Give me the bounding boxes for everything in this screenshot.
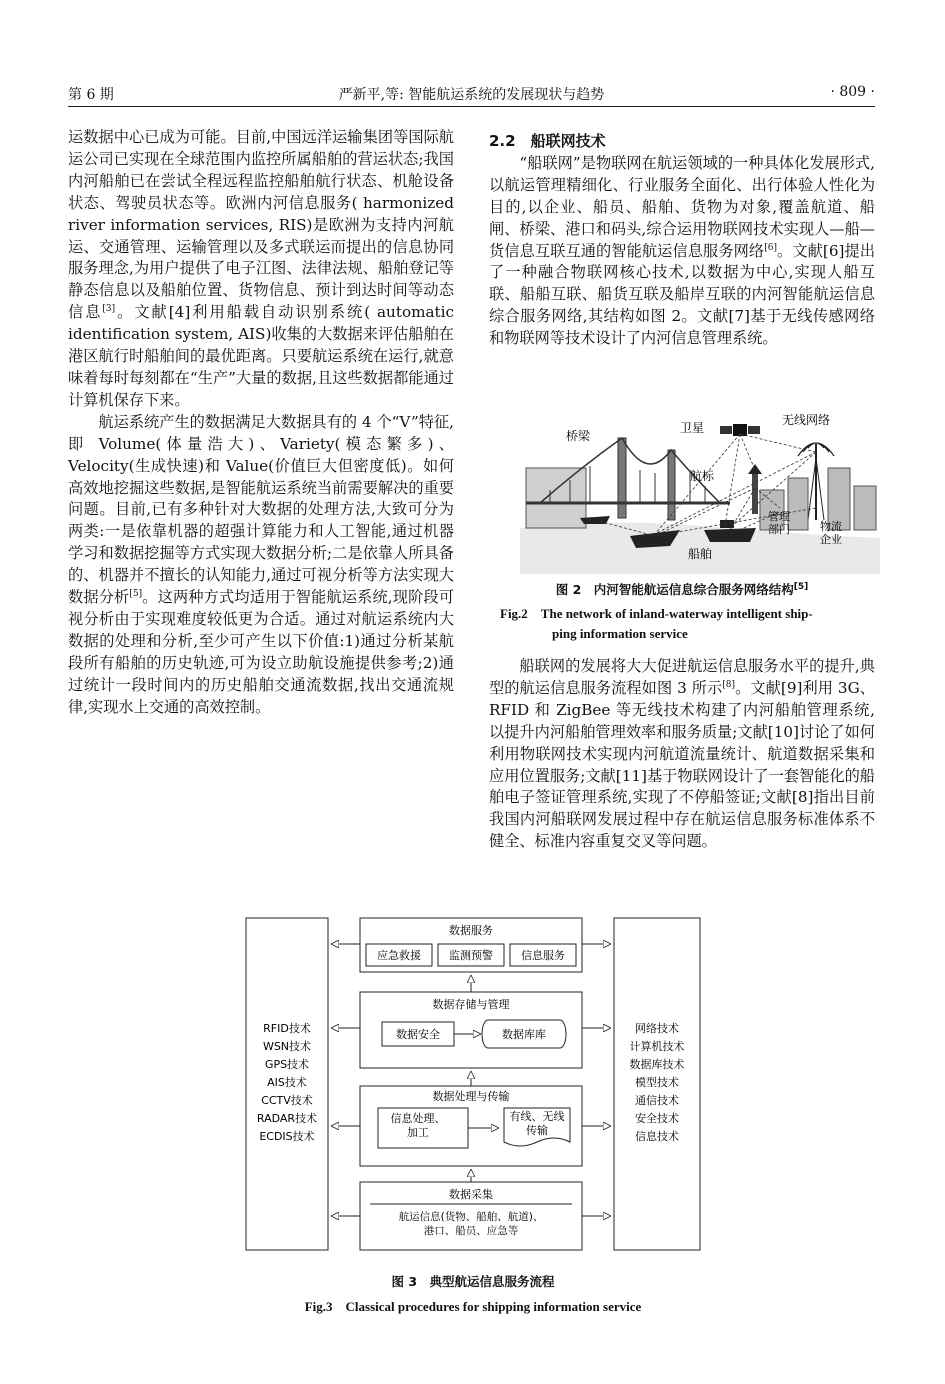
service-warning: 监测预警 bbox=[449, 949, 493, 962]
service-info: 信息服务 bbox=[521, 949, 565, 962]
right-tech-list bbox=[630, 1021, 685, 1143]
running-title: 严新平,等: 智能航运系统的发展现状与趋势 bbox=[338, 87, 605, 103]
figure-3-flow-diagram bbox=[244, 916, 702, 1256]
header-rule bbox=[68, 106, 875, 107]
tech-communication: 通信技术 bbox=[635, 1094, 679, 1107]
tech-database: 数据库技术 bbox=[629, 1058, 685, 1071]
label-bridge: 桥梁 bbox=[566, 429, 591, 443]
info-processing-label: 信息处理、加工 bbox=[390, 1112, 446, 1139]
data-security: 数据安全 bbox=[396, 1028, 440, 1041]
figure-3-caption-en: Fig.3 Classical procedures for shipping information service bbox=[304, 1299, 642, 1314]
tech-computer: 计算机技术 bbox=[629, 1040, 685, 1053]
collection-title: 数据采集 bbox=[449, 1188, 493, 1201]
processing-title: 数据处理与传输 bbox=[432, 1090, 510, 1103]
tech-model: 模型技术 bbox=[635, 1076, 679, 1089]
label-logistics: 物流企业 bbox=[820, 520, 842, 546]
tech-radar: RADAR技术 bbox=[256, 1112, 318, 1125]
tech-cctv: CCTV技术 bbox=[261, 1094, 313, 1107]
data-service-title: 数据服务 bbox=[449, 924, 493, 937]
citation: [5] bbox=[129, 588, 143, 599]
transmission-label: 有线、无线传输 bbox=[509, 1110, 565, 1137]
label-beacon: 航标 bbox=[690, 469, 715, 483]
figure-2-network-illustration bbox=[520, 408, 880, 574]
collection-detail: 航运信息(货物、船舶、航道)、港口、船员、应急等 bbox=[398, 1211, 544, 1237]
citation: [3] bbox=[102, 304, 116, 315]
tech-network: 网络技术 bbox=[635, 1022, 679, 1035]
paragraph: 船联网的发展将大大促进航运信息服务水平的提升,典型的航运信息服务流程如图 3 所示[8]。文献[9]利用 3G、RFID 和 ZigBee 等无线技术构建了内河船舶管理系统,以提升内河船舶管理效率和服务质量;文献[10]讨论了如何利用物联网技术实现内河航道流量统计、航道数据采集和应用位置服务;文献[11]基于物联网设计了一套智能化的船舶电子签证管理系统,实现了不停船签证;文献[8]指出目前我国内河船联网发展过程中存在航运信息服务标准体系不健全、标准内容重复交叉等问题。 bbox=[489, 657, 875, 851]
tech-rfid: RFID技术 bbox=[263, 1022, 311, 1035]
database-label: 数据库库 bbox=[502, 1028, 546, 1041]
right-column-continued bbox=[489, 656, 875, 853]
paragraph: 航运系统产生的数据满足大数据具有的 4 个“V”特征,即 Volume(体量浩大)、Variety(模态繁多)、Velocity(生成快速)和 Value(价值巨大但密度低)。如何高效地挖掘这些数据,是智能航运系统当前需要解决的重要问题。目前,已有多种针对大数据的处理方法,大致可分为两类:一是依靠机器的超强计算能力和人工智能,通过机器学习和数据挖掘等方式实现大数据分析;二是依靠人所具备的、机器并不擅长的认知能力,通过可视分析等方法实现大数据分析[5]。这两种方式均适用于智能航运系统,现阶段可视分析由于实现难度较低更为合适。通过对航运系统内大数据的处理和分析,至少可产生以下价值:1)通过分析某航段所有船舶的历史轨迹,可为设立助航设施提供参考;2)通过统计一段时间内的历史船舶交通流数据,找出交通流规律,实现水上交通的高效控制。 bbox=[68, 412, 455, 716]
label-management: 管理部门 bbox=[768, 510, 790, 536]
figure-2-caption-cn: 图 2 内河智能航运信息综合服务网络结构[5] bbox=[555, 581, 809, 597]
paragraph: “船联网”是物联网在航运领域的一种具体化发展形式,以航运管理精细化、行业服务全面化、出行体验人性化为目的,以企业、船员、船舶、货物为对象,覆盖航道、船闸、桥梁、港口和码头,综合运用物联网技术实现人—船—货信息互联互通的智能航运信息服务网络[6]。文献[6]提出了一种融合物联网核心技术,以数据为中心,实现人船互联、船船互联、船货互联及船岸互联的内河智能航运信息综合服务网络,其结构如图 2。文献[7]基于无线传感网络和物联网等技术设计了内河信息管理系统。 bbox=[489, 153, 876, 348]
paragraph: 运数据中心已成为可能。目前,中国远洋运输集团等国际航运公司已实现在全球范围内监控所属船舶的营运状态;我国内河船舶已在尝试全程远程监控船舶航行状态、机舱设备状态、驾驶员状态等。欧洲内河信息服务( harmonized river information services, RIS)是欧洲为支持内河航运、交通管理、运输管理以及多式联运而提出的信息协同服务理念,为用户提供了电子江图、法律法规、船舶登记等静态信息以及船舶位置、货物信息、预计到达时间等动态信息[3]。文献[4]利用船载自动识别系统( automatic identification system, AIS)收集的大数据来评估船舶在港区航行时船舶间的最优距离。只要航运系统在运行,就意味着每时每刻都在“生产”大量的数据,且这些数据都能通过计算机保存下来。 bbox=[68, 128, 455, 409]
page-header bbox=[68, 80, 875, 102]
citation: [6] bbox=[764, 242, 777, 253]
left-tech-list bbox=[257, 1021, 317, 1143]
label-ship: 船舶 bbox=[688, 547, 713, 561]
figure-2-caption-en: Fig.2 The network of inland-waterway intelligent ship- ping information service bbox=[500, 606, 813, 641]
left-column bbox=[68, 127, 454, 718]
tech-gps: GPS技术 bbox=[264, 1058, 310, 1071]
tech-security: 安全技术 bbox=[635, 1112, 679, 1125]
citation: [8] bbox=[722, 679, 735, 690]
right-column bbox=[489, 131, 875, 350]
tech-ais: AIS技术 bbox=[267, 1076, 307, 1089]
label-wireless: 无线网络 bbox=[782, 413, 831, 427]
tech-wsn: WSN技术 bbox=[262, 1040, 312, 1053]
storage-title: 数据存储与管理 bbox=[432, 998, 510, 1011]
label-satellite: 卫星 bbox=[680, 421, 705, 435]
figure-3-caption-cn: 图 3 典型航运信息服务流程 bbox=[391, 1274, 555, 1289]
service-emergency: 应急救援 bbox=[377, 949, 421, 962]
issue-number: 第 6 期 bbox=[68, 87, 114, 103]
tech-ecdis: ECDIS技术 bbox=[259, 1130, 315, 1143]
tech-information: 信息技术 bbox=[635, 1130, 679, 1143]
page-number: · 809 · bbox=[830, 84, 875, 100]
section-heading: 2.2 船联网技术 bbox=[489, 132, 606, 150]
